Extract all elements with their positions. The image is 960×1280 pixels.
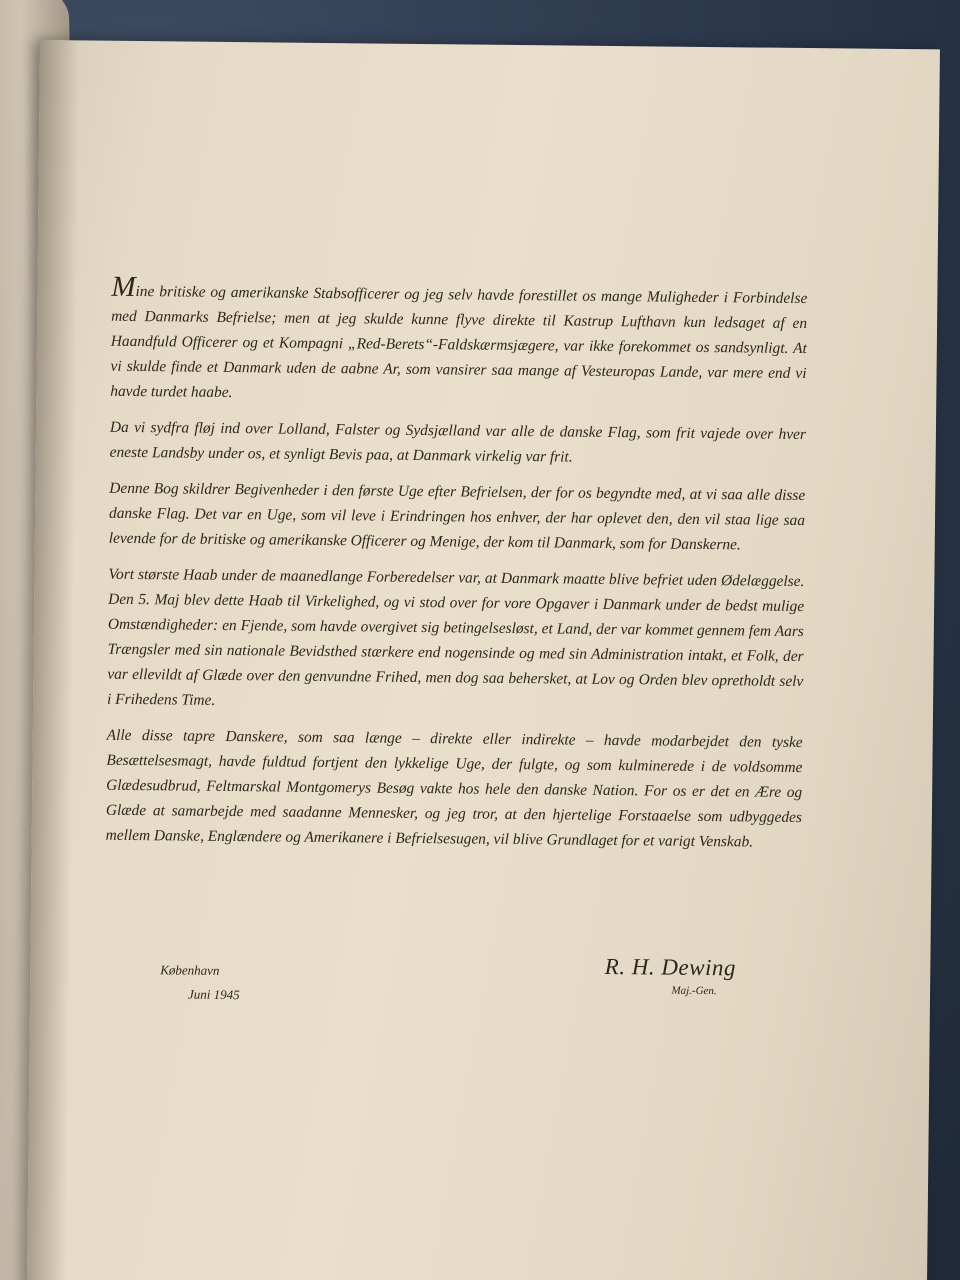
signature-rank: Maj.-Gen. [671,984,717,998]
signature-block [570,952,770,1000]
paragraph-5: Alle disse tapre Danskere, som saa længe – direkte eller indirekte – havde modarbejdet den tyske Besættelsesmagt, havde fuldtud fortjent den lykkelige Uge, der fulgte, og som kulminerede i de voldsomme Glædesudbrud, Feltmarskal Montgomerys Besøg vakte hos hele den danske Nation. For os er det en Ære og Glæde at samarbejde med saadanne Mennesker, og jeg tror, at den hjertelige Forstaaelse som udbyggedes mellem Danske, Englændere og Amerikanere i Befrielsesugen, vil blive Grundlaget for et varigt Venskab. [105,726,803,851]
place-and-date [150,958,310,1008]
book-page [27,40,940,1280]
paragraph-2: Da vi sydfra fløj ind over Lolland, Falster og Sydsjælland var alle de danske Flag, som frit vajede over hver eneste Landsby under os, et synligt Bevis paa, at Danmark virkelig var frit. [109,418,806,466]
letter-body [105,270,808,866]
date: Juni 1945 [187,986,240,1003]
drop-cap: M [111,270,136,304]
paragraph-1-text: ine britiske og amerikanske Stabsofficerer og jeg selv havde forestillet os mange Muligheder i Forbindelse med Danmarks Befrielse; men at jeg skulde kunne flyve direkte til Kastrup Lufthavn kun ledsaget af en Haandfuld Officerer og et Kompagni „Red-Berets“-Faldskærmsjægere, var ikke forekommet os sandsynligt. At vi skulde finde et Danmark uden de aabne Ar, som vansirer saa mange af Vesteuropas Lande, var mere end vi havde turdet haabe. [110,283,808,402]
paragraph-1 [110,270,808,411]
signature-name: R. H. Dewing [604,953,737,981]
paragraph-3: Denne Bog skildrer Begivenheder i den første Uge efter Befrielsen, der for os begyndte med, at vi saa alle disse danske Flag. Det var en Uge, som vil leve i Erindringen hos enhver, der har oplevet den, den vil staa lige saa levende for de britiske og amerikanske Officerer og Menige, der kom til Danmark, som for Danskerne. [108,479,806,554]
paragraph-4: Vort største Haab under de maanedlange Forberedelser var, at Danmark maatte blive befriet uden Ødelæggelse. Den 5. Maj blev dette Haab til Virkelighed, og vi stod over for vore Opgaver i Danmark under de bedst mulige Omstændigheder: en Fjende, som havde overgivet sig betingelsesløst, et Land, der var kommet gennem fem Aars Trængsler med sin nationale Bevidsthed stærkere end nogensinde og med sin Administration intakt, et Folk, der var ellevildt af Glæde over den genvundne Frihed, men dog saa behersket, at Lov og Orden blev opretholdt selv i Frihedens Time. [107,565,805,709]
place: København [160,962,220,978]
